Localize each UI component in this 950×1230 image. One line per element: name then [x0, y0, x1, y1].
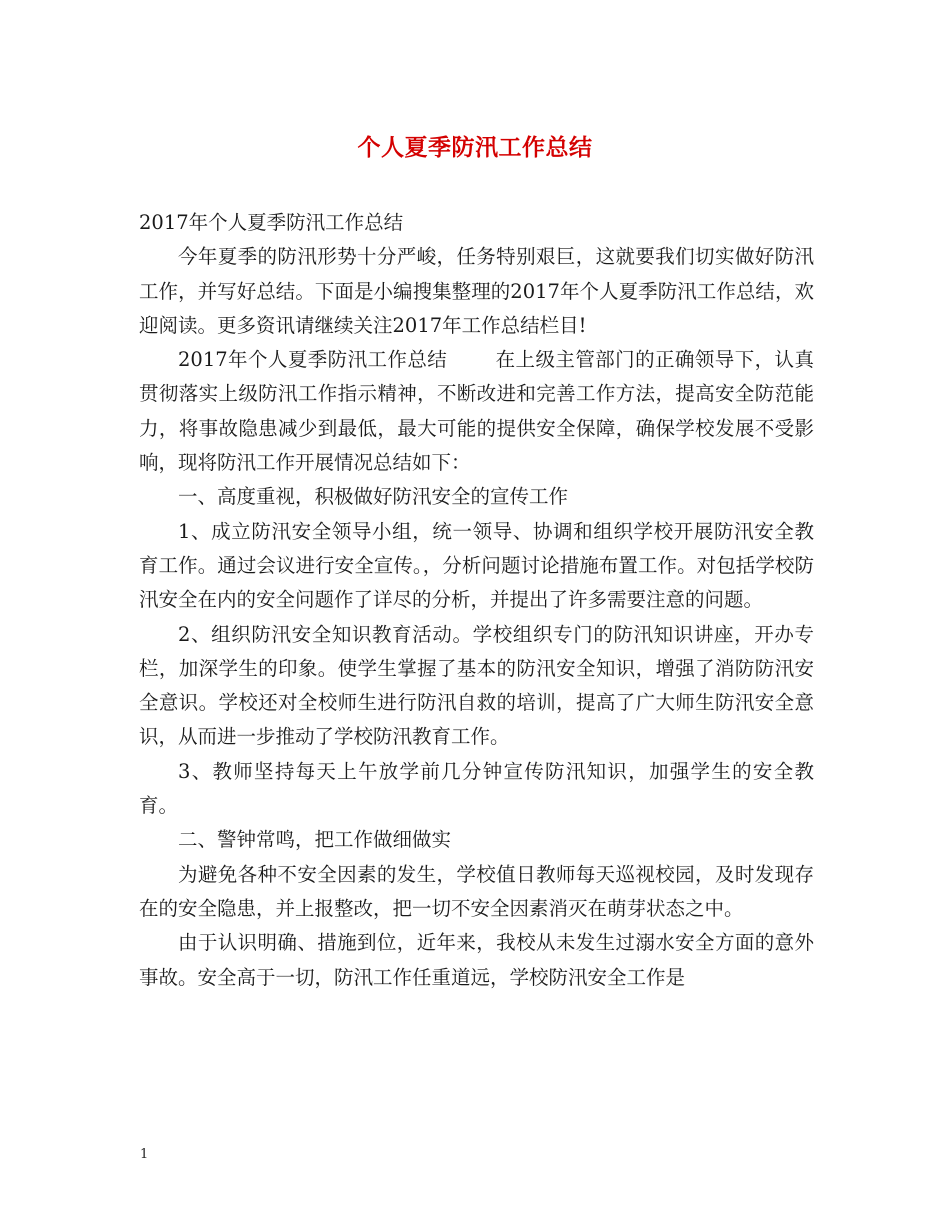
list-item-2: 2、组织防汛安全知识教育活动。学校组织专门的防汛知识讲座，开办专栏，加深学生的印象。使学生掌握了基本的防汛安全知识，增强了消防防汛安全意识。学校还对全校师生进行防汛自救的培训，提高了广大师生防汛安全意识，从而进一步推动了学校防汛教育工作。 — [139, 622, 814, 749]
overview-heading: 2017年个人夏季防汛工作总结 — [178, 348, 448, 372]
page-number: 1 — [140, 1147, 149, 1162]
section-heading-1: 一、高度重视，积极做好防汛安全的宣传工作 — [178, 485, 569, 509]
document-body — [139, 206, 814, 995]
patrol-paragraph: 为避免各种不安全因素的发生，学校值日教师每天巡视校园，及时发现存在的安全隐患，并上报整改，把一切不安全因素消灭在萌芽状态之中。 — [139, 862, 814, 920]
overview-paragraph — [139, 343, 814, 480]
intro-paragraph: 今年夏季的防汛形势十分严峻，任务特别艰巨，这就要我们切实做好防汛工作，并写好总结。下面是小编搜集整理的2017年个人夏季防汛工作总结，欢迎阅读。更多资讯请继续关注2017年工作总结栏目! — [139, 245, 814, 337]
result-paragraph: 由于认识明确、措施到位，近年来，我校从未发生过溺水安全方面的意外事故。安全高于一切，防汛工作任重道远，学校防汛安全工作是 — [139, 931, 814, 989]
document-title: 个人夏季防汛工作总结 — [357, 135, 593, 161]
subtitle-line: 2017年个人夏季防汛工作总结 — [139, 211, 404, 234]
overview-body: 在上级主管部门的正确领导下，认真贯彻落实上级防汛工作指示精神，不断改进和完善工作方法，提高安全防范能力，将事故隐患减少到最低，最大可能的提供安全保障，确保学校发展不受影响，现将防汛工作开展情况总结如下： — [139, 348, 814, 475]
list-item-3: 3、教师坚持每天上午放学前几分钟宣传防汛知识，加强学生的安全教育。 — [139, 759, 814, 818]
list-item-1: 1、成立防汛安全领导小组，统一领导、协调和组织学校开展防汛安全教育工作。通过会议进行安全宣传。，分析问题讨论措施布置工作。对包括学校防汛安全在内的安全问题作了详尽的分析，并提出了许多需要注意的问题。 — [139, 519, 814, 612]
section-heading-2: 二、警钟常鸣，把工作做细做实 — [178, 828, 452, 852]
